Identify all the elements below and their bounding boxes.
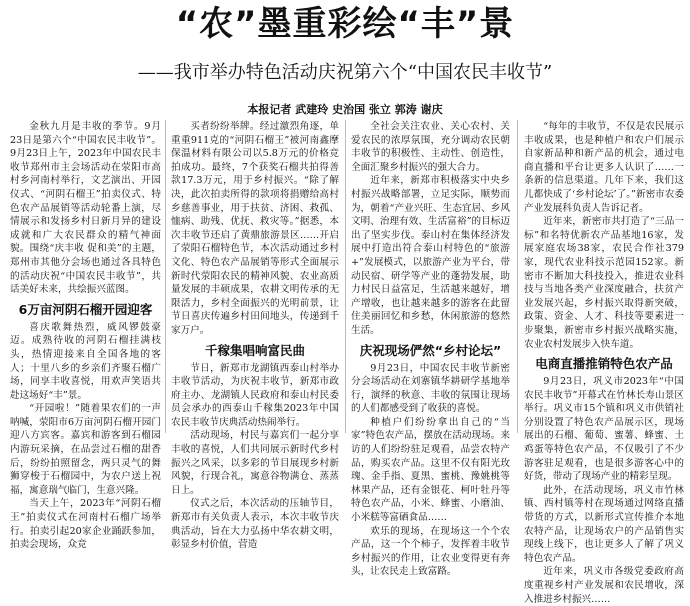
paragraph: 种植户们纷纷拿出自己的“当家”特色农产品，摆放在活动现场。来访的人们纷纷驻足观看，品尝农特产品，购买农产品。这里不仅有阳光玫瑰、金手指、夏黑、蜜桃、豫姚桃等林果产品，还有金银花、柯叶牡丹等特色农产品，小米、蜂蜜、小磨油、小米糕等富硒食品…… (351, 416, 510, 524)
paragraph: 仪式之后，本次活动的压轴节目，新郑市有关负责人表示，本次丰收节庆典活动，旨在大力弘扬中华农耕文明，彰显乡村价值，营造 (171, 498, 339, 551)
section-heading: 千稼集唱响富民曲 (204, 342, 305, 358)
column-divider (345, 120, 346, 433)
article-column-1 (10, 120, 161, 551)
paragraph: “每年的丰收节，不仅是农民展示丰收成果，也是种植户和农户们展示自家新品种和新产品的机会，通过电商直播和平台让更多人认识了……一条新的信息渠道。几年下来，我们这儿都快成了‘乡村论坛’了。”新密市农委产业发展科负责人告诉记者。 (524, 121, 684, 214)
paragraph: 活动现场，村民与嘉宾们一起分享丰收的喜悦，人们共同展示新时代乡村振兴之风采，以多彩的节目展现乡村新风貌，行现合礼，寓意谷物满仓、蒸蒸日上。 (171, 430, 339, 496)
section-heading: 电商直播推销特色农产品 (535, 356, 673, 372)
paragraph: 当天上午，2023年“河阴石榴王”拍卖仪式在河南村石榴广场举行。拍卖引起20家企业踊跃参加，拍卖会现场，众竞 (10, 498, 161, 551)
subtitle: ——我市举办特色活动庆祝第六个“中国农民丰收节” (137, 62, 553, 83)
paragraph: “开园啦！”随着果农们的一声呐喊，荥阳市6万亩河阴石榴开园门迎八方宾客。嘉宾和游客到石榴园内游玩采摘，在品尝过石榴的甜香后，纷纷拍照留念，两只灵气的舞狮穿梭于石榴园中，为农户送上祝福，寓意瑞气临门，生意兴隆。 (10, 403, 161, 496)
column-divider (165, 120, 166, 433)
column-divider (517, 120, 518, 433)
article-column-2 (171, 120, 339, 551)
paragraph: 欢乐的现场，在现场这一个个农产品，这一个个柿子，发挥着丰收节乡村振兴的作用，让农业变得更有奔头，让农民走上致富路。 (351, 525, 510, 578)
paragraph: 9月23日，巩义市2023年“中国农民丰收节”开幕式在竹林长寿山景区举行。巩义市15个镇和巩义市供销社分别设置了特色农产品展示区，现场展出的石榴、葡萄、蜜薯、蜂蜜、土鸡蛋等特色农产品，不仅吸引了不少游客驻足观看，也是很多游客心中的好货，带动了现场产业的精彩呈现。 (524, 376, 684, 483)
byline: 本报记者 武建玲 史治国 张立 郭涛 谢庆 (247, 103, 443, 116)
paragraph: 节日，新郑市龙湖镇西泰山村举办丰收节活动，为庆祝丰收节，新郑市政府主办、龙湖镇人民政府和泰山村民委员会承办的西泰山千稼集2023年中国农民丰收节庆典活动热闹举行。 (171, 362, 339, 428)
article-column-4 (524, 120, 684, 605)
paragraph: 近年来，新密市共打造了“三品一标”和名特优新农产品基地16家，发展家庭农场38家，农民合作社379家，现代农业科技示范园152家。新密市不断加大科技投入，推进农业科技与当地各类产业深度融合，扶贫产业发展兴起，乡村振兴取得新突破，政策、资金、人才、科技等要素进一步聚集，新密市乡村振兴战略实施，农业农村发展步入快车道。 (524, 216, 684, 350)
paragraph: 喜庆歌舞热烈，威风锣鼓豪迈。成熟待收的河阴石榴挂满枝头，热情迎接来自全国各地的客人；十里八乡的乡亲们齐聚石榴广场，同享丰收喜悦，用欢声笑语共赴这场好“丰”景。 (10, 321, 161, 401)
paragraph: 近年来，新郑市积极落实中央乡村振兴战略部署，立足实际，顺势而为，朝着“产业兴旺、生态宜居、乡风文明、治理有效、生活富裕”的目标迈出了坚实步伐。泰山村在集体经济发展中打造出符合泰山村特色的“旅游+”发展模式，以旅游产业为平台，带动民宿、研学等产业的蓬勃发展，助力村民日益富足，生活越来越好，增产增收，也让越来越多的游客在此留住美丽回忆和乡愁，休闲旅游的悠然生活。 (351, 175, 510, 336)
article-column-3 (351, 120, 510, 578)
paragraph: 金秋九月是丰收的季节。9月23日是第六个“中国农民丰收节”。9月23日上午，2023年中国农民丰收节郑州市主会场活动在荥阳市高村乡河南村举行，文艺演出、开园仪式、“河阴石榴王”拍卖仪式、特色农产品展销等活动轮番上演，尽情展示和发扬乡村日新月异的建设成就和广大农民群众的精气神面貌。围绕“庆丰收 促和美”的主题，郑州市其他分会场也通过各具特色的活动庆祝“中国农民丰收节”，共话美好未来，共绘振兴蓝图。 (10, 121, 161, 296)
paragraph: 近年来，巩义市各级党委政府高度重视乡村产业发展和农民增收，深入推进乡村振兴…… (524, 566, 684, 605)
paragraph: 买者纷纷举牌。经过激烈角逐，单重重911克的“河阴石榴王”被河南鑫摩保温材料有限公司以5.8万元的价格竞拍成功。最终，7个获奖石榴共拍得善款17.3万元，用于乡村振兴。“除了解决，此次拍卖所得的款项将捐赠给高村乡慈善事业，用于扶贫、济困、救孤、恤病、助残、优抚、救灾等。”据悉，本次丰收节还启了黄鼎旅游景区……开启了荥阳石榴特色节，本次活动通过乡村文化、特色农产品展销等形式全面展示新时代荥阳农民的精神风貌、农业高质量发展的丰硕成果，农耕文明传承的无限活力，乡村全面振兴的光明前景，让节日喜庆传遍乡村田间地头，传递到千家万户。 (171, 121, 339, 336)
section-heading: 6万亩河阴石榴开园迎客 (18, 301, 153, 317)
section-heading: 庆祝现场俨然“乡村论坛” (359, 342, 502, 358)
headline: “农”墨重彩绘“丰”景 (175, 4, 515, 44)
paragraph: 9月23日，中国农民丰收节新密分会场活动在刘寨镇华耕研学基地举行，演绎的秋意、丰收的氛围让现场的人们都感受到了收获的喜悦。 (351, 362, 510, 415)
paragraph: 此外，在活动现场，巩义市竹林镇、西村镇等村在现场通过网络直播带货的方式，以新形式宣传推介本地农特产品，让现场农户的产品销售实现线上线下，也让更多人了解了巩义特色农产品。 (524, 484, 684, 564)
paragraph: 全社会关注农业、关心农村、关爱农民的浓厚氛围，充分调动农民朝丰收节的积极性、主动性、创造性，全面汇聚乡村振兴的强大合力。 (351, 121, 510, 173)
